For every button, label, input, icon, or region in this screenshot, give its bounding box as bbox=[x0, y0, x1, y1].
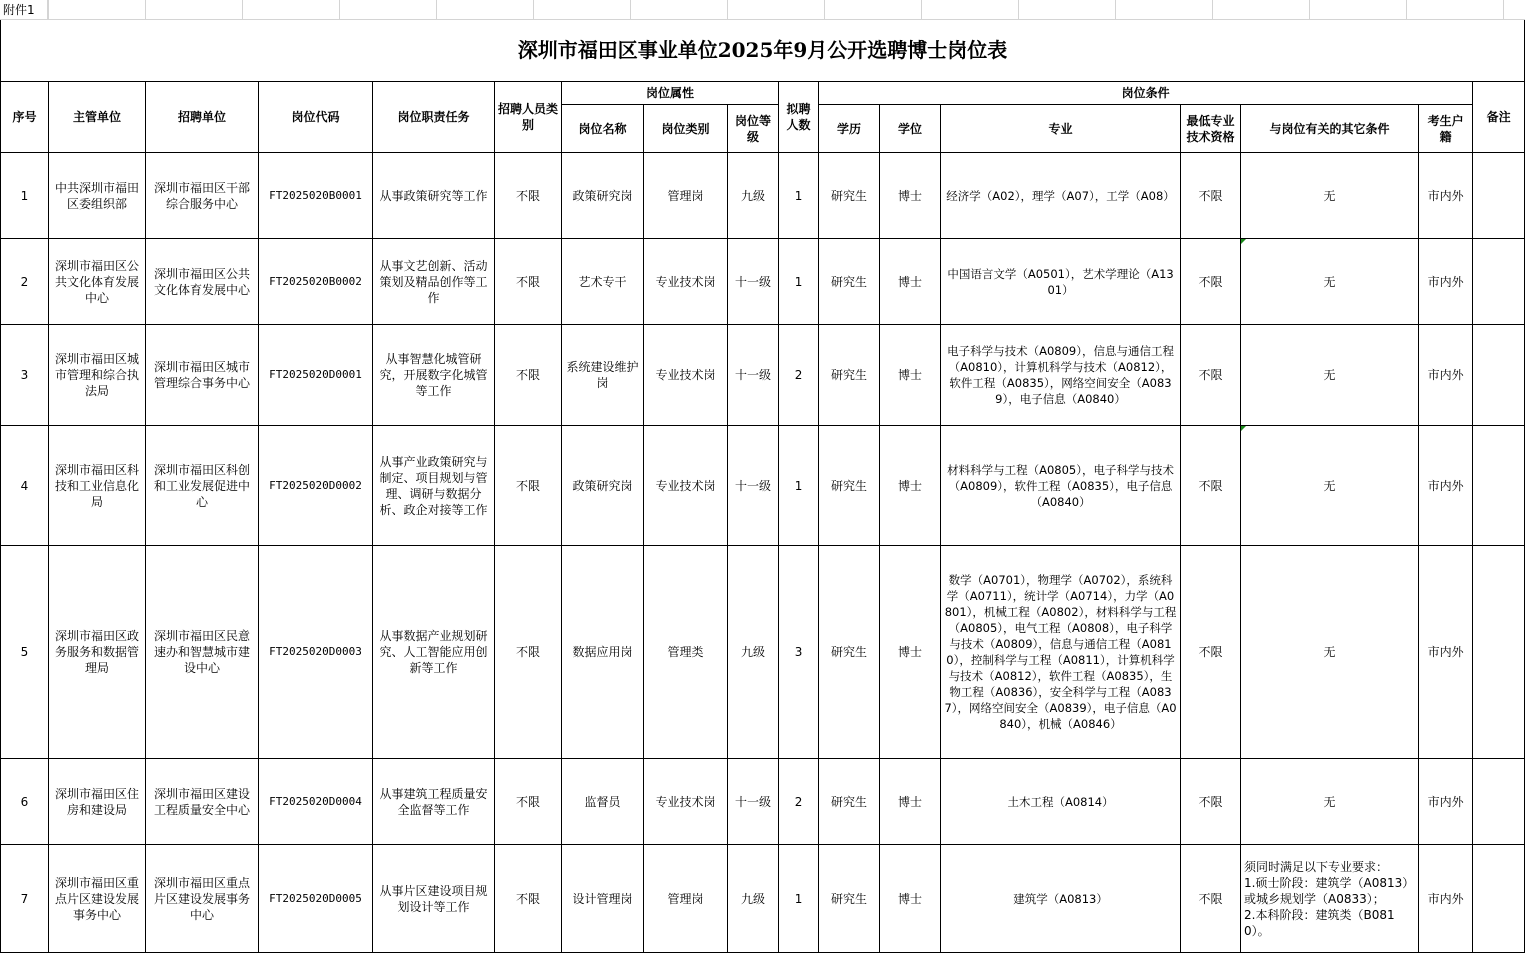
cell-unit: 深圳市福田区公共文化体育发展中心 bbox=[146, 239, 259, 325]
header-post-type: 岗位类别 bbox=[644, 105, 728, 153]
cell-remark bbox=[1473, 546, 1525, 759]
cell-person-type: 不限 bbox=[495, 546, 562, 759]
cell-post-level: 十一级 bbox=[728, 759, 779, 845]
cell-min-title: 不限 bbox=[1181, 845, 1241, 953]
cell-education: 研究生 bbox=[819, 325, 880, 426]
cell-unit: 深圳市福田区科创和工业发展促进中心 bbox=[146, 426, 259, 546]
cell-post-level: 十一级 bbox=[728, 426, 779, 546]
cell-other: 无 bbox=[1241, 153, 1419, 239]
cell-count: 1 bbox=[779, 426, 819, 546]
positions-table bbox=[0, 81, 1525, 953]
cell-unit: 深圳市福田区干部综合服务中心 bbox=[146, 153, 259, 239]
header-remark: 备注 bbox=[1473, 82, 1525, 153]
cell-min-title: 不限 bbox=[1181, 546, 1241, 759]
cell-education: 研究生 bbox=[819, 546, 880, 759]
cell-duties: 从事建筑工程质量安全监督等工作 bbox=[373, 759, 495, 845]
cell-post-type: 管理岗 bbox=[644, 845, 728, 953]
cell-residence: 市内外 bbox=[1419, 325, 1473, 426]
header-person-type: 招聘人员类别 bbox=[495, 82, 562, 153]
cell-remark bbox=[1473, 759, 1525, 845]
cell-remark bbox=[1473, 153, 1525, 239]
cell-residence: 市内外 bbox=[1419, 845, 1473, 953]
cell-post-level: 十一级 bbox=[728, 239, 779, 325]
cell-code: FT2025020D0005 bbox=[259, 845, 373, 953]
header-residence: 考生户籍 bbox=[1419, 105, 1473, 153]
cell-code: FT2025020D0003 bbox=[259, 546, 373, 759]
cell-seq: 4 bbox=[1, 426, 49, 546]
cell-count: 2 bbox=[779, 325, 819, 426]
cell-degree: 博士 bbox=[880, 426, 941, 546]
cell-person-type: 不限 bbox=[495, 325, 562, 426]
table-row bbox=[1, 325, 1525, 426]
header-dept: 主管单位 bbox=[49, 82, 146, 153]
sheet-grid-row bbox=[48, 0, 1525, 20]
cell-person-type: 不限 bbox=[495, 239, 562, 325]
cell-other: 无 bbox=[1241, 325, 1419, 426]
cell-remark bbox=[1473, 325, 1525, 426]
cell-code: FT2025020B0002 bbox=[259, 239, 373, 325]
header-post-level: 岗位等级 bbox=[728, 105, 779, 153]
cell-major: 建筑学（A0813） bbox=[941, 845, 1181, 953]
cell-count: 1 bbox=[779, 239, 819, 325]
cell-degree: 博士 bbox=[880, 239, 941, 325]
cell-residence: 市内外 bbox=[1419, 426, 1473, 546]
cell-residence: 市内外 bbox=[1419, 546, 1473, 759]
cell-code: FT2025020D0004 bbox=[259, 759, 373, 845]
cell-code: FT2025020D0001 bbox=[259, 325, 373, 426]
cell-post-name: 政策研究岗 bbox=[562, 426, 644, 546]
cell-remark bbox=[1473, 845, 1525, 953]
cell-other: 无 bbox=[1241, 546, 1419, 759]
cell-post-name: 设计管理岗 bbox=[562, 845, 644, 953]
cell-count: 3 bbox=[779, 546, 819, 759]
cell-remark bbox=[1473, 426, 1525, 546]
cell-post-type: 专业技术岗 bbox=[644, 239, 728, 325]
cell-dept: 深圳市福田区住房和建设局 bbox=[49, 759, 146, 845]
header-post-name: 岗位名称 bbox=[562, 105, 644, 153]
header-major: 专业 bbox=[941, 105, 1181, 153]
cell-major: 土木工程（A0814） bbox=[941, 759, 1181, 845]
table-row bbox=[1, 426, 1525, 546]
cell-residence: 市内外 bbox=[1419, 759, 1473, 845]
cell-post-level: 十一级 bbox=[728, 325, 779, 426]
page-title: 深圳市福田区事业单位2025年9月公开选聘博士岗位表 bbox=[0, 20, 1525, 81]
cell-unit: 深圳市福田区重点片区建设发展事务中心 bbox=[146, 845, 259, 953]
header-unit: 招聘单位 bbox=[146, 82, 259, 153]
cell-person-type: 不限 bbox=[495, 759, 562, 845]
attachment-label: 附件1 bbox=[0, 0, 48, 20]
cell-other: 无 bbox=[1241, 759, 1419, 845]
cell-residence: 市内外 bbox=[1419, 239, 1473, 325]
cell-person-type: 不限 bbox=[495, 426, 562, 546]
cell-min-title: 不限 bbox=[1181, 426, 1241, 546]
cell-post-type: 专业技术岗 bbox=[644, 759, 728, 845]
cell-min-title: 不限 bbox=[1181, 325, 1241, 426]
header-cond-group: 岗位条件 bbox=[819, 82, 1473, 105]
cell-seq: 7 bbox=[1, 845, 49, 953]
header-code: 岗位代码 bbox=[259, 82, 373, 153]
table-row bbox=[1, 546, 1525, 759]
cell-count: 1 bbox=[779, 845, 819, 953]
cell-duties: 从事智慧化城管研究，开展数字化城管等工作 bbox=[373, 325, 495, 426]
cell-dept: 深圳市福田区公共文化体育发展中心 bbox=[49, 239, 146, 325]
header-degree: 学位 bbox=[880, 105, 941, 153]
cell-education: 研究生 bbox=[819, 845, 880, 953]
table-row bbox=[1, 153, 1525, 239]
table-row bbox=[1, 239, 1525, 325]
cell-code: FT2025020D0002 bbox=[259, 426, 373, 546]
header-min-title: 最低专业技术资格 bbox=[1181, 105, 1241, 153]
header-seq: 序号 bbox=[1, 82, 49, 153]
cell-duties: 从事产业政策研究与制定、项目规划与管理、调研与数据分析、政企对接等工作 bbox=[373, 426, 495, 546]
cell-education: 研究生 bbox=[819, 153, 880, 239]
cell-count: 2 bbox=[779, 759, 819, 845]
cell-post-name: 系统建设维护岗 bbox=[562, 325, 644, 426]
cell-remark bbox=[1473, 239, 1525, 325]
cell-dept: 深圳市福田区重点片区建设发展事务中心 bbox=[49, 845, 146, 953]
cell-education: 研究生 bbox=[819, 759, 880, 845]
cell-degree: 博士 bbox=[880, 845, 941, 953]
cell-major: 材料科学与工程（A0805），电子科学与技术（A0809），软件工程（A0835），电子信息（A0840） bbox=[941, 426, 1181, 546]
cell-post-type: 专业技术岗 bbox=[644, 325, 728, 426]
cell-post-name: 数据应用岗 bbox=[562, 546, 644, 759]
header-other: 与岗位有关的其它条件 bbox=[1241, 105, 1419, 153]
header-duties: 岗位职责任务 bbox=[373, 82, 495, 153]
cell-degree: 博士 bbox=[880, 325, 941, 426]
cell-major: 数学（A0701），物理学（A0702），系统科学（A0711），统计学（A0714），力学（A0801），机械工程（A0802），材料科学与工程（A0805），电气工程（A0808），电子科学与技术（A0809），信息与通信工程（A0810），控制科学与工程（A0811），计算机科学与技术（A0812），软件工程（A0835），生物工程（A0836），安全科学与工程（A0837），网络空间安全（A0839），电子信息（A0840），机械（A0846） bbox=[941, 546, 1181, 759]
cell-post-name: 政策研究岗 bbox=[562, 153, 644, 239]
cell-unit: 深圳市福田区民意速办和智慧城市建设中心 bbox=[146, 546, 259, 759]
cell-min-title: 不限 bbox=[1181, 239, 1241, 325]
cell-min-title: 不限 bbox=[1181, 153, 1241, 239]
table-row bbox=[1, 759, 1525, 845]
cell-other: 须同时满足以下专业要求： 1.硕士阶段：建筑学（A0813）或城乡规划学（A0833）； 2.本科阶段：建筑类（B0810）。 bbox=[1241, 845, 1419, 953]
cell-post-level: 九级 bbox=[728, 153, 779, 239]
cell-code: FT2025020B0001 bbox=[259, 153, 373, 239]
table-row bbox=[1, 845, 1525, 953]
cell-major: 经济学（A02），理学（A07），工学（A08） bbox=[941, 153, 1181, 239]
cell-major: 电子科学与技术（A0809），信息与通信工程（A0810），计算机科学与技术（A0812），软件工程（A0835），网络空间安全（A0839），电子信息（A0840） bbox=[941, 325, 1181, 426]
cell-duties: 从事片区建设项目规划设计等工作 bbox=[373, 845, 495, 953]
cell-dept: 中共深圳市福田区委组织部 bbox=[49, 153, 146, 239]
cell-post-name: 监督员 bbox=[562, 759, 644, 845]
cell-other: 无 bbox=[1241, 239, 1419, 325]
header-attr-group: 岗位属性 bbox=[562, 82, 779, 105]
cell-post-type: 管理岗 bbox=[644, 153, 728, 239]
cell-other: 无 bbox=[1241, 426, 1419, 546]
comment-marker bbox=[1241, 239, 1246, 244]
cell-post-level: 九级 bbox=[728, 546, 779, 759]
cell-person-type: 不限 bbox=[495, 845, 562, 953]
cell-education: 研究生 bbox=[819, 239, 880, 325]
cell-duties: 从事数据产业规划研究、人工智能应用创新等工作 bbox=[373, 546, 495, 759]
cell-seq: 5 bbox=[1, 546, 49, 759]
header-education: 学历 bbox=[819, 105, 880, 153]
cell-post-level: 九级 bbox=[728, 845, 779, 953]
cell-post-type: 管理类 bbox=[644, 546, 728, 759]
cell-major: 中国语言文学（A0501），艺术学理论（A1301） bbox=[941, 239, 1181, 325]
cell-dept: 深圳市福田区政务服务和数据管理局 bbox=[49, 546, 146, 759]
cell-post-name: 艺术专干 bbox=[562, 239, 644, 325]
cell-education: 研究生 bbox=[819, 426, 880, 546]
header-count: 拟聘人数 bbox=[779, 82, 819, 153]
comment-marker bbox=[1241, 426, 1246, 431]
cell-dept: 深圳市福田区科技和工业信息化局 bbox=[49, 426, 146, 546]
cell-unit: 深圳市福田区建设工程质量安全中心 bbox=[146, 759, 259, 845]
cell-person-type: 不限 bbox=[495, 153, 562, 239]
cell-min-title: 不限 bbox=[1181, 759, 1241, 845]
cell-degree: 博士 bbox=[880, 546, 941, 759]
cell-unit: 深圳市福田区城市管理综合事务中心 bbox=[146, 325, 259, 426]
cell-seq: 6 bbox=[1, 759, 49, 845]
cell-seq: 3 bbox=[1, 325, 49, 426]
cell-duties: 从事政策研究等工作 bbox=[373, 153, 495, 239]
cell-degree: 博士 bbox=[880, 153, 941, 239]
cell-residence: 市内外 bbox=[1419, 153, 1473, 239]
cell-count: 1 bbox=[779, 153, 819, 239]
cell-post-type: 专业技术岗 bbox=[644, 426, 728, 546]
cell-duties: 从事文艺创新、活动策划及精品创作等工作 bbox=[373, 239, 495, 325]
cell-seq: 1 bbox=[1, 153, 49, 239]
cell-degree: 博士 bbox=[880, 759, 941, 845]
cell-seq: 2 bbox=[1, 239, 49, 325]
cell-dept: 深圳市福田区城市管理和综合执法局 bbox=[49, 325, 146, 426]
